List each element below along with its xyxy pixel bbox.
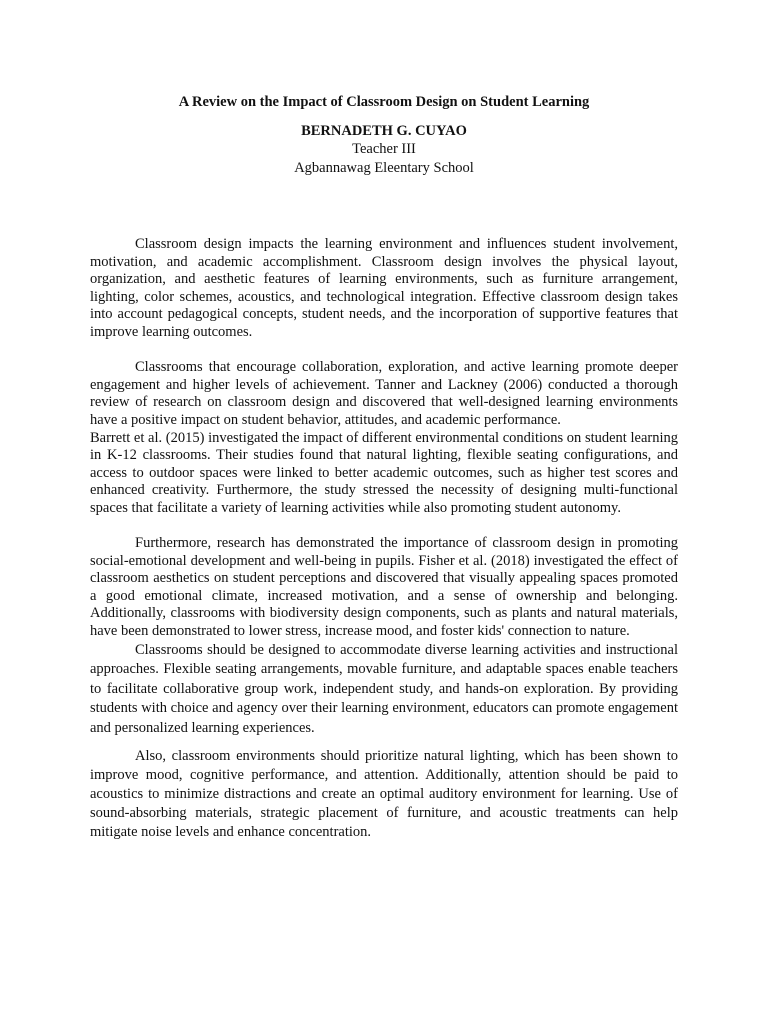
paragraph-2: Classrooms that encourage collaboration, exploration, and active learning promote deeper engagement and higher levels of achievement. Tanner and Lackney (2006) conducted a thorough review of research on classroom design and discovered that well-designed learning environments have a positive impact on student behavior, attitudes, and academic performance. — [90, 359, 678, 428]
paragraph-1: Classroom design impacts the learning environment and influences student involvement, motivation, and academic accomplishment. Classroom design involves the physical layout, organization, and aesthetic features of learning environments, such as furniture arrangement, lighting, color schemes, acoustics, and technological integration. Effective classroom design takes into account pedagogical concepts, student needs, and the incorporation of supportive features that improve learning outcomes. — [90, 236, 678, 340]
document-title: A Review on the Impact of Classroom Design on Student Learning — [178, 94, 590, 110]
document-header — [90, 93, 678, 178]
document-body — [90, 236, 678, 842]
paragraph-6: Also, classroom environments should prioritize natural lighting, which has been shown to improve mood, cognitive performance, and attention. Additionally, attention should be paid to acoustics to minimize distractions and create an optimal auditory environment for learning. Use of sound-absorbing materials, strategic placement of furniture, and acoustic treatments can help mitigate noise levels and enhance concentration. — [90, 748, 678, 841]
paragraph-5: Classrooms should be designed to accommodate diverse learning activities and instructional approaches. Flexible seating arrangements, movable furniture, and adaptable spaces enable teachers to facilitate collaborative group work, independent study, and hands-on exploration. By providing students with choice and agency over their learning environment, educators can promote engagement and personalized learning experiences. — [90, 641, 678, 736]
author-role: Teacher III — [352, 141, 416, 157]
paragraph-3: Barrett et al. (2015) investigated the impact of different environmental conditions on student learning in K-12 classrooms. Their studies found that natural lighting, flexible seating configurations, and access to outdoor spaces were linked to better academic outcomes, such as higher test scores and enhanced creativity. Furthermore, the study stressed the necessity of designing multi-functional spaces that facilitate a variety of learning activities while also promoting student autonomy. — [90, 429, 678, 516]
author-name: BERNADETH G. CUYAO — [301, 123, 467, 139]
author-school: Agbannawag Eleentary School — [294, 160, 474, 176]
paragraph-4: Furthermore, research has demonstrated the importance of classroom design in promoting social-emotional development and well-being in pupils. Fisher et al. (2018) investigated the effect of classroom aesthetics on student perceptions and discovered that visually appealing spaces promoted a good emotional climate, increased motivation, and a sense of ownership and belonging. Additionally, classrooms with biodiversity design components, such as plants and natural materials, have been demonstrated to lower stress, increase mood, and foster kids' connection to nature. — [90, 535, 678, 640]
